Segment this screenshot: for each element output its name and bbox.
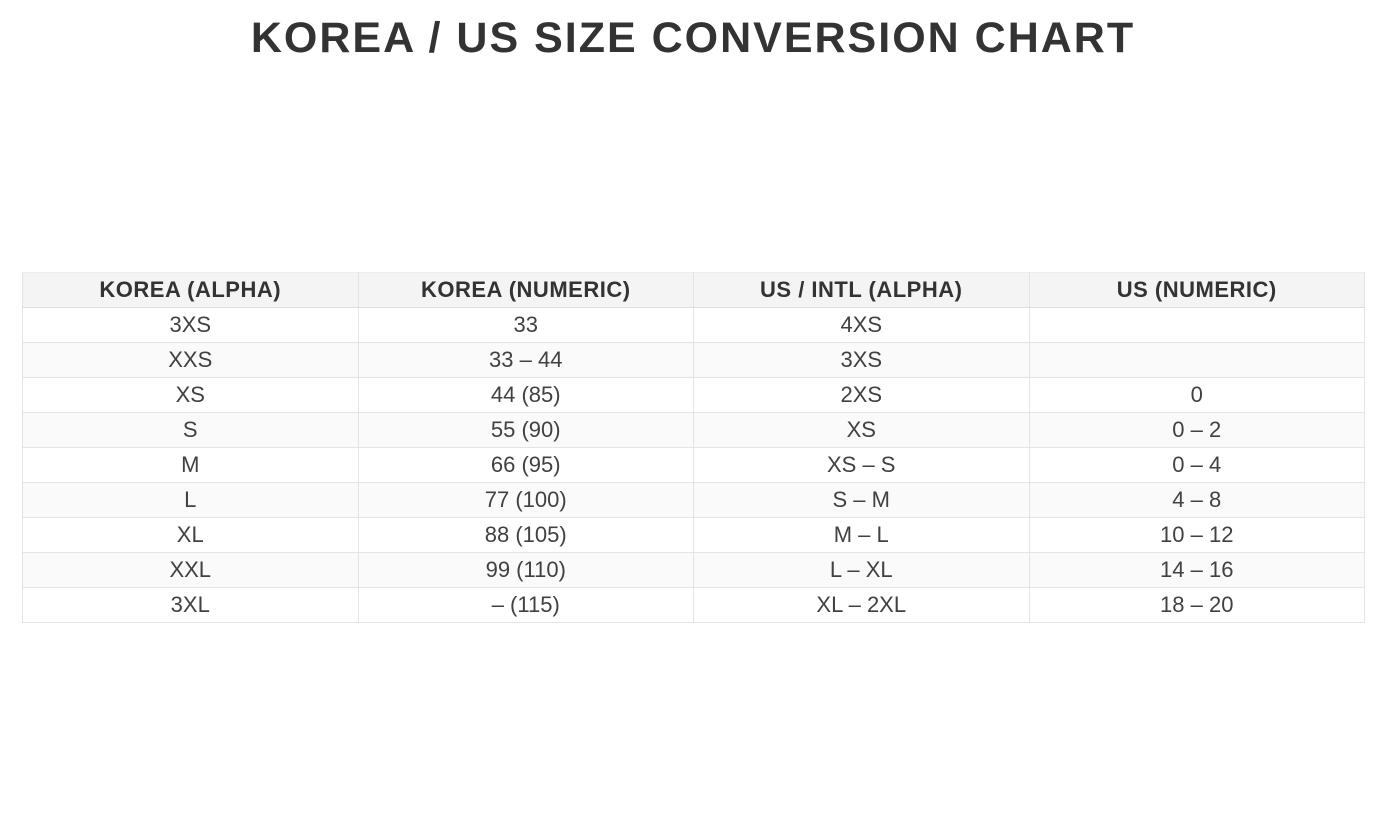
table-cell: 0 xyxy=(1029,378,1365,413)
table-cell: 3XS xyxy=(23,308,359,343)
table-cell: 33 – 44 xyxy=(358,343,694,378)
table-row xyxy=(23,553,1365,588)
table-row xyxy=(23,308,1365,343)
table-cell: 44 (85) xyxy=(358,378,694,413)
table-cell: 0 – 4 xyxy=(1029,448,1365,483)
table-row xyxy=(23,483,1365,518)
table-cell: 77 (100) xyxy=(358,483,694,518)
table-cell: 0 – 2 xyxy=(1029,413,1365,448)
table-cell: 18 – 20 xyxy=(1029,588,1365,623)
table-cell: XXL xyxy=(23,553,359,588)
table-row xyxy=(23,448,1365,483)
table-cell: 55 (90) xyxy=(358,413,694,448)
table-cell: S – M xyxy=(694,483,1030,518)
table-row xyxy=(23,588,1365,623)
table-cell: XL xyxy=(23,518,359,553)
size-conversion-table xyxy=(22,272,1365,623)
column-header: US (NUMERIC) xyxy=(1029,273,1365,308)
table-cell: M xyxy=(23,448,359,483)
table-cell: XL – 2XL xyxy=(694,588,1030,623)
column-header: KOREA (NUMERIC) xyxy=(358,273,694,308)
table-row xyxy=(23,343,1365,378)
table-cell: 88 (105) xyxy=(358,518,694,553)
table-row xyxy=(23,378,1365,413)
table-cell: 66 (95) xyxy=(358,448,694,483)
table-cell: M – L xyxy=(694,518,1030,553)
table-cell: XXS xyxy=(23,343,359,378)
table-cell: L xyxy=(23,483,359,518)
table-cell xyxy=(1029,343,1365,378)
table-cell: 99 (110) xyxy=(358,553,694,588)
table-cell: S xyxy=(23,413,359,448)
table-header xyxy=(23,273,1365,308)
table-cell: XS xyxy=(23,378,359,413)
table-cell: XS – S xyxy=(694,448,1030,483)
table-cell: 2XS xyxy=(694,378,1030,413)
table-row xyxy=(23,518,1365,553)
table-cell: 14 – 16 xyxy=(1029,553,1365,588)
page-title: KOREA / US SIZE CONVERSION CHART xyxy=(250,14,1136,62)
column-header: US / INTL (ALPHA) xyxy=(694,273,1030,308)
table-cell: 4XS xyxy=(694,308,1030,343)
table-cell: 3XS xyxy=(694,343,1030,378)
table-cell: – (115) xyxy=(358,588,694,623)
column-header: KOREA (ALPHA) xyxy=(23,273,359,308)
table-body xyxy=(23,308,1365,623)
table-cell: XS xyxy=(694,413,1030,448)
size-conversion-table-container xyxy=(22,272,1365,623)
table-row xyxy=(23,413,1365,448)
table-cell: L – XL xyxy=(694,553,1030,588)
table-cell: 4 – 8 xyxy=(1029,483,1365,518)
table-header-row xyxy=(23,273,1365,308)
table-cell: 33 xyxy=(358,308,694,343)
table-cell xyxy=(1029,308,1365,343)
table-cell: 10 – 12 xyxy=(1029,518,1365,553)
table-cell: 3XL xyxy=(23,588,359,623)
